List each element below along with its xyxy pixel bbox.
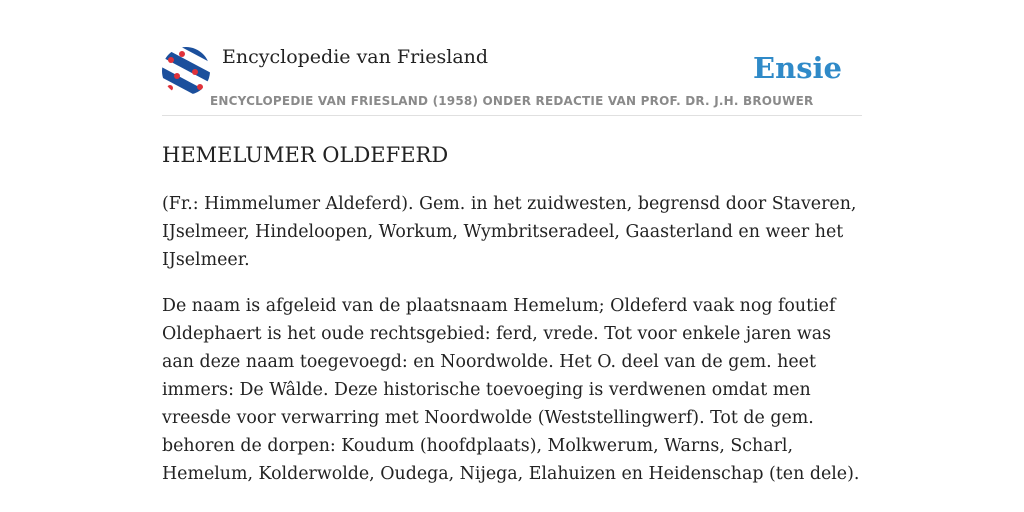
entry-title: HEMELUMER OLDEFERD: [162, 143, 449, 167]
frisian-flag-icon[interactable]: [162, 47, 210, 95]
site-title[interactable]: Encyclopedie van Friesland: [222, 46, 489, 68]
article-paragraph: (Fr.: Himmelumer Aldeferd). Gem. in het zuidwesten, begrensd door Staveren, IJselmeer, Hindeloopen, Workum, Wymbritseradeel, Gaasterland en weer het IJselmeer.: [162, 194, 857, 270]
ensie-logo-link[interactable]: Ensie: [753, 51, 842, 85]
article: [162, 140, 867, 506]
site-subtitle: ENCYCLOPEDIE VAN FRIESLAND (1958) ONDER REDACTIE VAN PROF. DR. J.H. BROUWER: [210, 94, 814, 108]
header: [162, 44, 862, 116]
header-divider: [162, 115, 862, 116]
article-paragraph: De naam is afgeleid van de plaatsnaam Hemelum; Oldeferd vaak nog foutief Oldephaert is het oude rechtsgebied: ferd, vrede. Tot voor enkele jaren was aan deze naam toegevoegd: en Noordwolde. Het O. deel van de gem. heet immers: De Wâlde. Deze historische toevoeging is verdwenen omdat men vreesde voor verwarring met Noordwolde (Weststellingwerf). Tot de gem. behoren de dorpen: Koudum (hoofdplaats), Molkwerum, Warns, Scharl, Hemelum, Kolderwolde, Oudega, Nijega, Elahuizen en Heidenschap (ten dele).: [162, 296, 860, 484]
